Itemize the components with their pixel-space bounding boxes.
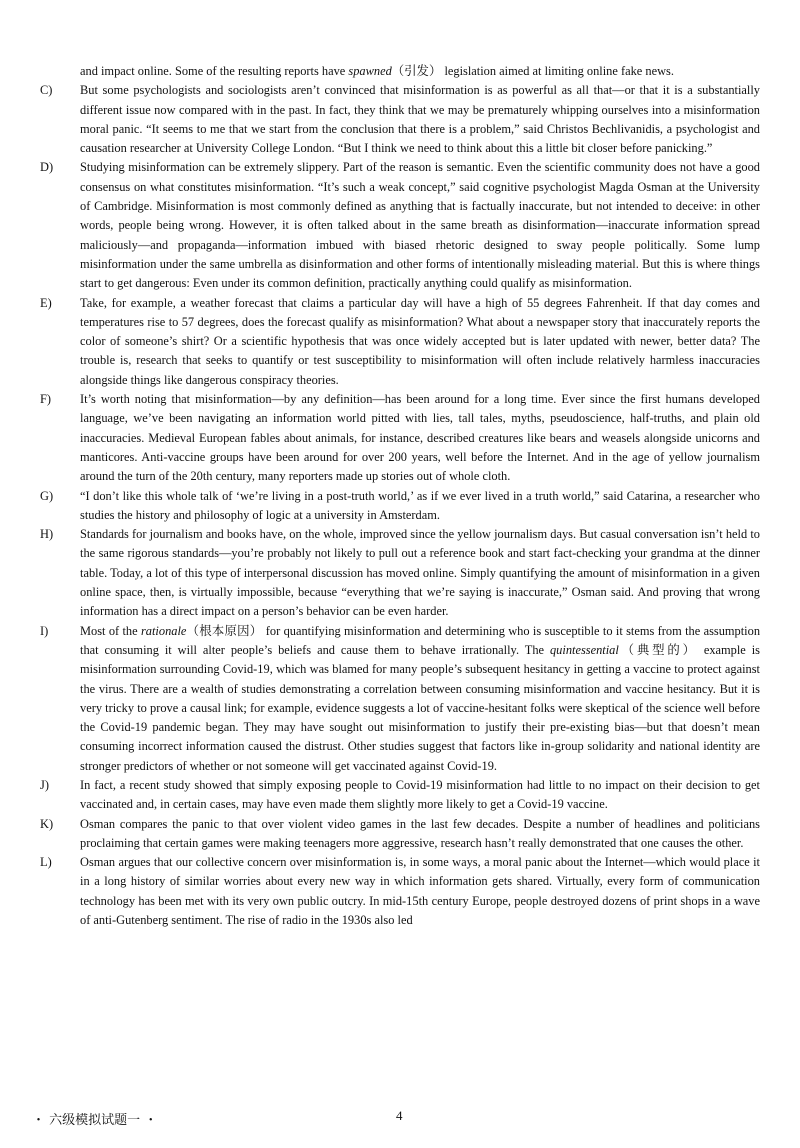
paragraph-label: H) [40, 527, 54, 542]
paragraph-body: Take, for example, a weather forecast that claims a particular day will have a high of 55 degrees Fahrenheit. If that day comes and temperatures rise to 57 degrees, does the forecast qualify as misinformation? What about a newspaper story that inaccurately reports the color of someone’s shirt? Or a scientific hypothesis that was once widely accepted but is later updated with newer, better data? The trouble is, research that seeks to quantify or test susceptibility to misinformation will often include relatively harmless inaccuracies alongside things like dangerous conspiracy theories. [80, 295, 760, 387]
paragraph-e [40, 294, 760, 390]
paragraph-label: D) [40, 160, 54, 175]
paragraph-j [40, 776, 760, 815]
paragraph-body: It’s worth noting that misinformation—by any definition—has been around for a long time. Ever since the first humans developed language, we’ve been navigating an information world pitted with lies, tall tales, myths, pseudoscience, half-truths, and plain old inaccuracies. Medieval European fables about animals, for instance, described creatures like bears and weasels alongside unicorns and manticores. Anti-vaccine groups have been around for over 200 years, well before the Internet. And in the age of yellow journalism around the turn of the 20th century, many reporters made up stories out of whole cloth. [80, 392, 760, 484]
paragraph-k [40, 815, 760, 854]
paragraph-d [40, 158, 760, 293]
paragraph-label: E) [40, 295, 52, 310]
exam-title-footer: ・ 六级模拟试题一 ・ [32, 1113, 158, 1128]
gloss: （根本原因） [186, 623, 263, 638]
paragraph-label: F) [40, 392, 52, 407]
paragraph-c [40, 81, 760, 158]
paragraph-label: K) [40, 816, 54, 831]
italic-term: rationale [140, 623, 187, 638]
paragraph-label: J) [40, 777, 49, 792]
paragraph-body: Standards for journalism and books have, on the whole, improved since the yellow journalism days. But casual conversation isn’t held to the same rigorous standards—you’re probably not likely to pull out a reference book and start fact-checking your grandma at the dinner table. Today, a lot of this type of interpersonal discussion has moved online. Simply quantifying the amount of misinformation in a given online space, then, is virtually impossible, because “everything that we’re saying is inaccurate,” Osman said. And proving that wrong information has a direct impact on a person’s behavior can be even harder. [80, 527, 760, 619]
paragraph-label: G) [40, 488, 54, 503]
paragraph-label: L) [40, 855, 52, 870]
paragraph-g [40, 487, 760, 526]
paragraph-label: I) [40, 623, 49, 638]
paragraph-body: Studying misinformation can be extremely slippery. Part of the reason is semantic. Even the scientific community does not have a good consensus on what constitutes misinformation. “It’s such a weak concept,” said cognitive psychologist Magda Osman at the University of Cambridge. Misinformation is most commonly defined as anything that is factually inaccurate, but not intended to deceive: in other words, people being wrong. However, it is often talked about in the same breath as disinformation—inaccurate information spread maliciously—and propaganda—information imbued with biased rhetoric designed to sway people politically. Some lump misinformation under the same umbrella as disinformation and other forms of intentionally misleading material. But this is where things start to get dangerous: Even under its common definition, practically anything could qualify as misinformation. [80, 160, 760, 291]
paragraph-body: But some psychologists and sociologists aren’t convinced that misinformation is as powerful as all that—or that it is a substantially different issue now compared with in the past. In fact, they think that we may be prematurely whipping ourselves into a misinformation moral panic. “It seems to me that we start from the conclusion that there is a problem,” said Christos Bechlivanidis, a psychologist and causation researcher at University College London. “But I think we need to think about this a little bit closer before panicking.” [80, 83, 760, 156]
paragraph-f [40, 390, 760, 486]
passage-text [40, 62, 760, 930]
paragraph-body: “I don’t like this whole talk of ‘we’re living in a post-truth world,’ as if we ever lived in a truth world,” said Catarina, a researcher who studies the history and philosophy of logic at a university in Amsterdam. [80, 488, 760, 522]
gloss: （引发） [391, 64, 442, 78]
paragraph-body: Osman argues that our collective concern over misinformation is, in some ways, a moral panic about the Internet—which would place it in a long history of similar worries about every new way in which information gets shared. Virtually, every form of communication technology has been met with its very own public outcry. In mid-15th century Europe, people destroyed dozens of print shops in a wave of anti-Gutenberg sentiment. The rise of radio in the 1930s also led [80, 855, 760, 928]
paragraph-body: Most of the rationale（根本原因） for quantifying misinformation and determining who is susceptible to it stems from the assumption that consuming it will alter people’s beliefs and cause them to behave irrationally. The quintessential（典型的） example is misinformation surrounding Covid-19, which was blamed for many people’s subsequent hesitancy in getting a vaccine to protect against the virus. There are a wealth of studies demonstrating a correlation between consuming misinformation and vaccine hesitancy. But it is very tricky to prove a causal link; for example, evidence suggests a lot of vaccine-hesitant folks were skeptical of the science well before the Covid-19 pandemic began. They may have sought out misinformation to justify their pre-existing bias—but that doesn’t mean consuming incorrect information caused the distrust. Other studies suggest that factors like in-group solidarity and national identity are stronger predictors of whether or not someone will get vaccinated against Covid-19. [80, 623, 761, 773]
gloss: （典型的） [618, 642, 698, 657]
paragraph-body: In fact, a recent study showed that simply exposing people to Covid-19 misinformation had little to no impact on their decision to get vaccinated and, in certain cases, may have even made them slightly more likely to get a Covid-19 vaccine. [80, 777, 760, 812]
paragraph-h [40, 525, 760, 621]
paragraph-continuation: and impact online. Some of the resulting reports have spawned（引发） legislation aimed at limiting online fake news. [80, 64, 674, 78]
paragraph-body: Osman compares the panic to that over violent video games in the last few decades. Despite a number of headlines and politicians proclaiming that certain games were making teenagers more aggressive, research hasn’t really demonstrated that one causes the other. [80, 816, 760, 850]
paragraph-label: C) [40, 83, 53, 98]
paragraph-l [40, 853, 760, 930]
italic-term: quintessential [549, 642, 619, 657]
paragraph-i [40, 622, 760, 776]
page-number: 4 [396, 1108, 403, 1123]
italic-term: spawned [348, 64, 392, 78]
